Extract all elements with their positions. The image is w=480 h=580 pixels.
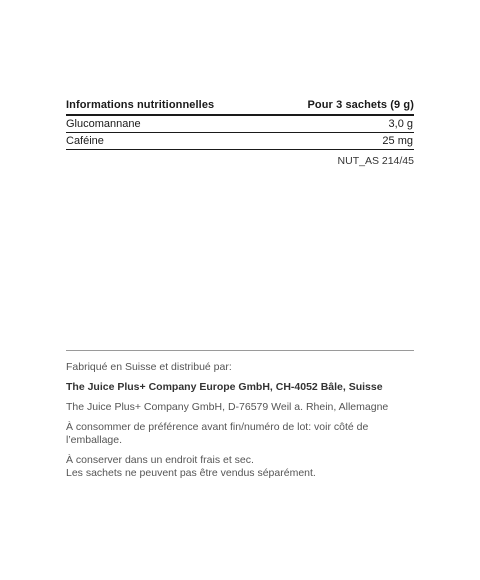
storage-instructions	[66, 454, 414, 480]
made-in-text: Fabriqué en Suisse et distribué par:	[66, 361, 232, 373]
nutrition-table-header	[66, 98, 414, 116]
company-main-address: The Juice Plus+ Company Europe GmbH, CH-4052 Bâle, Suisse	[66, 381, 383, 393]
nutrition-table	[66, 98, 414, 150]
nutrient-name: Glucomannane	[66, 118, 141, 130]
nutrition-row-cafeine	[66, 133, 414, 150]
nutrient-name: Caféine	[66, 135, 104, 147]
distributor-info	[66, 350, 414, 480]
nutrient-value: 25 mg	[382, 135, 413, 147]
best-before-text: À consommer de préférence avant fin/numéro de lot: voir côté de l’emballage.	[66, 421, 369, 446]
nutrient-value: 3,0 g	[388, 118, 413, 130]
nutrition-section	[66, 98, 414, 167]
nutrition-header-label: Informations nutritionnelles	[66, 99, 215, 111]
company-secondary-address: The Juice Plus+ Company GmbH, D-76579 Weil a. Rhein, Allemagne	[66, 401, 389, 413]
nutrition-reference-code: NUT_AS 214/45	[337, 155, 414, 167]
storage-line-2: Les sachets ne peuvent pas être vendus séparément.	[66, 467, 316, 479]
nutrition-header-portion: Pour 3 sachets (9 g)	[307, 99, 414, 111]
nutrition-row-glucomannane	[66, 116, 414, 133]
storage-line-1: À conserver dans un endroit frais et sec.	[66, 454, 254, 466]
